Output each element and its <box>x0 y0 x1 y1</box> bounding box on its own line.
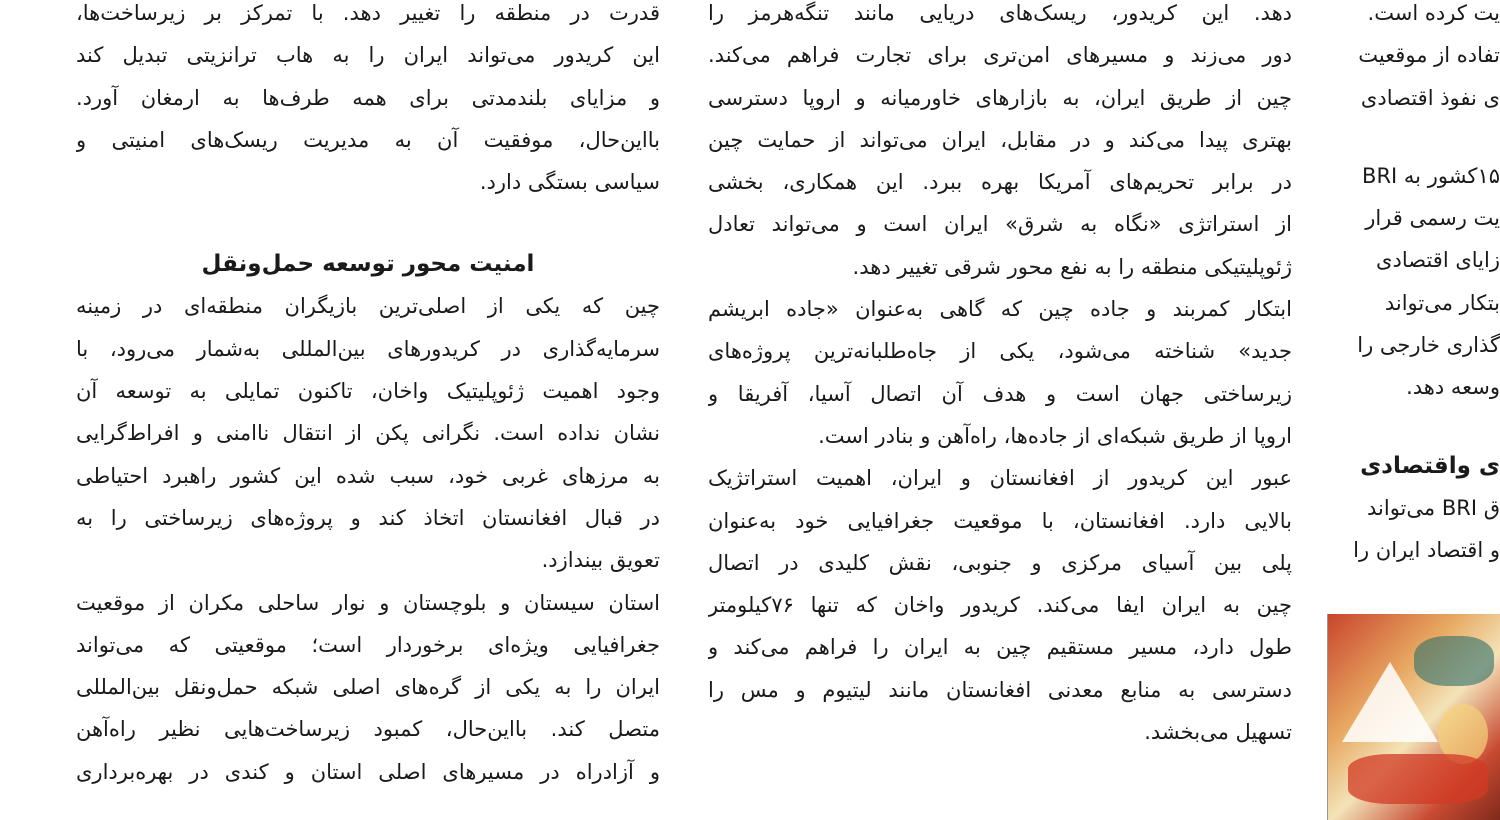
text-line: ابتکار کمربند و جاده چین که گاهی به‌عنوان «جاده ابریشم <box>708 297 1292 322</box>
text-line: گذاری خارجی را <box>1357 333 1500 358</box>
article-column-left <box>76 0 660 793</box>
text-line: دور می‌زند و مسیرهای امن‌تری برای تجارت فراهم می‌کند. <box>708 43 1292 68</box>
text-line: دهد. این کریدور، ریسک‌های دریایی مانند تنگه‌هرمز را <box>708 1 1292 25</box>
text-line: و اقتصاد ایران را <box>1353 537 1500 562</box>
text-line: در برابر تحریم‌های آمریکا بهره ببرد. این همکاری، بخشی <box>708 170 1292 195</box>
text-line: زایای اقتصادی <box>1376 248 1500 273</box>
article-photo <box>1327 614 1500 820</box>
text-line: دسترسی به منابع معدنی افغانستان مانند لیتیوم و مس را <box>708 677 1292 702</box>
text-line: از استراتژی «نگاه به شرق» ایران است و می‌تواند تعادل <box>708 212 1292 237</box>
text-line: بالایی دارد. افغانستان، با موقعیت جغرافیایی خود به‌عنوان <box>708 508 1292 533</box>
text-line: زیرساختی جهان است و هدف آن اتصال آسیا، آفریقا و <box>708 381 1292 406</box>
text-line: سرمایه‌گذاری در کریدورهای بین‌المللی به‌شمار می‌رود، با <box>76 336 660 361</box>
text-line: تعویق بیندازد. <box>541 548 660 573</box>
text-line: ۱۵کشور به BRI <box>1362 163 1500 188</box>
text-line: وجود اهمیت ژئوپلیتیک واخان، تاکنون تمایلی به توسعه آن <box>76 379 660 404</box>
text-line: بهتری پیدا می‌کند و در مقابل، ایران می‌تواند از حمایت چین <box>708 127 1292 152</box>
text-line: متصل کند. بااین‌حال، کمبود زیرساخت‌هایی نظیر راه‌آهن <box>76 717 660 742</box>
text-line: بااین‌حال، موفقیت آن به مدیریت ریسک‌های امنیتی و <box>76 127 660 152</box>
section-heading: ی واقتصادی <box>1360 452 1500 479</box>
article-column-middle <box>708 0 1292 753</box>
text-line: چین که یکی از اصلی‌ترین بازیگران منطقه‌ای در زمینه <box>76 294 660 319</box>
text-line: تسهیل می‌بخشد. <box>1144 720 1292 745</box>
text-line: طول دارد، مسیر مستقیم چین به ایران را فراهم می‌کند و <box>708 635 1292 660</box>
text-line: چین به ایران ایفا می‌کند. کریدور واخان که تنها ۷۶کیلومتر <box>708 593 1292 618</box>
text-line: یت کرده است. <box>1367 1 1500 25</box>
text-line: جدید» شناخته می‌شود، یکی از جاه‌طلبانه‌ترین پروژه‌های <box>708 339 1292 364</box>
text-line: استان سیستان و بلوچستان و نوار ساحلی مکران از موقعیت <box>76 590 660 615</box>
text-line: ی نفوذ اقتصادی <box>1360 85 1500 110</box>
article-column-right <box>1338 0 1500 571</box>
text-line: یت رسمی قرار <box>1365 206 1500 231</box>
text-line: نشان نداده است. نگرانی پکن از انتقال ناامنی و افراط‌گرایی <box>76 421 660 446</box>
text-line: این کریدور می‌تواند ایران را به هاب ترانزیتی تبدیل کند <box>76 43 660 68</box>
text-line: ایران را به یکی از گره‌های اصلی شبکه حمل‌ونقل بین‌المللی <box>76 675 660 700</box>
text-line: عبور این کریدور از افغانستان و ایران، اهمیت استراتژیک <box>708 466 1292 491</box>
text-line: و آزادراه در مسیرهای اصلی استان و کندی در بهره‌برداری <box>76 759 660 784</box>
text-line: قدرت در منطقه را تغییر دهد. با تمرکز بر زیرساخت‌ها، <box>76 1 660 25</box>
text-line: تفاده از موقعیت <box>1358 43 1500 68</box>
text-line: جغرافیایی ویژه‌ای برخوردار است؛ موقعیتی که می‌تواند <box>76 632 660 657</box>
text-line: بتکار می‌تواند <box>1384 290 1500 315</box>
text-line: به مرزهای غربی خود، سبب شده این کشور راهبرد احتیاطی <box>76 463 660 488</box>
text-line: در قبال افغانستان اتخاذ کند و پروژه‌های زیرساختی را به <box>76 505 660 530</box>
text-line: سیاسی بستگی دارد. <box>479 170 660 195</box>
text-line: ژئوپلیتیکی منطقه را به نفع محور شرقی تغییر دهد. <box>852 254 1292 279</box>
text-line: اروپا از طریق شبکه‌ای از جاده‌ها، راه‌آهن و بنادر است. <box>818 423 1292 448</box>
text-line: وسعه دهد. <box>1406 375 1500 400</box>
text-line: و مزایای بلندمدتی برای همه طرف‌ها به ارمغان آورد. <box>76 85 660 110</box>
text-line: چین از طریق ایران، به بازارهای خاورمیانه و اروپا دسترسی <box>708 85 1292 110</box>
section-heading: امنیت محور توسعه حمل‌ونقل <box>201 251 535 278</box>
text-line: ق BRI می‌تواند <box>1367 495 1500 520</box>
text-line: پلی بین آسیای مرکزی و جنوبی، نقش کلیدی در اتصال <box>708 550 1292 575</box>
